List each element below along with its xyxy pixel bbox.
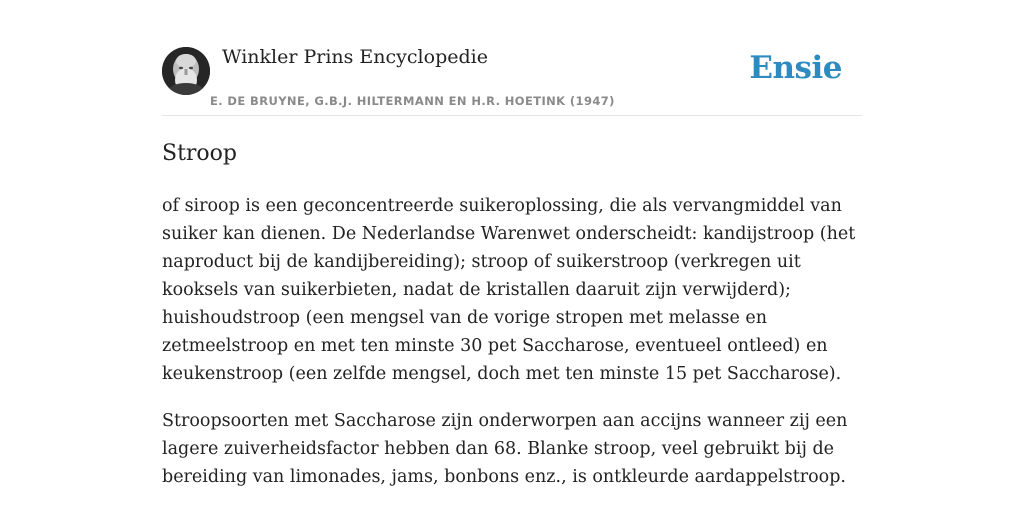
publication-title: Winkler Prins Encyclopedie [222, 46, 488, 68]
page-container [162, 0, 862, 487]
article-paragraph: Stroopsoorten met Saccharose zijn onderworpen aan accijns wanneer zij een lagere zuiverheidsfactor hebben dan 68. Blanke stroop, veel gebruikt bij de bereiding van limonades, jams, bonbons enz., is ontkleurde aardappelstroop. [162, 411, 848, 487]
article-body [162, 192, 862, 510]
header [162, 0, 862, 116]
brand-logo-link[interactable]: Ensie [749, 50, 842, 86]
article-title: Stroop [162, 141, 238, 166]
authors-line: E. DE BRUYNE, G.B.J. HILTERMANN EN H.R. HOETINK (1947) [210, 94, 615, 108]
article-paragraph: of siroop is een geconcentreerde suikeroplossing, die als vervangmiddel van suiker kan dienen. De Nederlandse Warenwet onderscheidt: kandijstroop (het naproduct bij de kandijbereiding); stroop of suikerstroop (verkregen uit kooksels van suikerbieten, nadat de kristallen daaruit zijn verwijderd); huishoudstroop (een mengsel van de vorige stropen met melasse en zetmeelstroop en met ten minste 30 pet Saccharose, eventueel ontleed) en keukenstroop (een zelfde mengsel, doch met ten minste 15 pet Saccharose). [162, 196, 856, 384]
author-avatar [162, 47, 210, 95]
